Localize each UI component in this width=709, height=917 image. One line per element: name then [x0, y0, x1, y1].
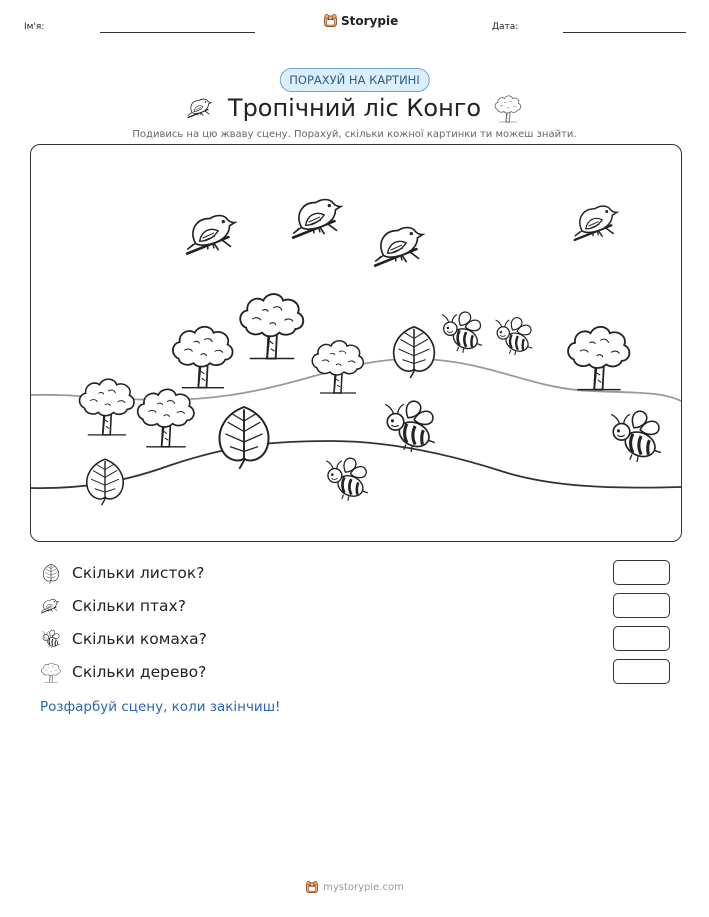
counting-scene [30, 144, 682, 542]
tree-icon [568, 327, 629, 390]
finish-note: Розфарбуй сцену, коли закінчиш! [40, 699, 281, 715]
bee-icon [385, 401, 435, 452]
bird-icon [293, 200, 341, 238]
leaf-icon [40, 562, 62, 584]
footer [0, 880, 709, 894]
date-label: Дата: [492, 22, 519, 32]
question-text: Скільки листок? [72, 564, 205, 582]
date-field[interactable] [563, 32, 686, 33]
storypie-logo-icon [305, 880, 319, 894]
answer-box-leaf[interactable] [613, 560, 670, 585]
bee-icon [326, 458, 368, 500]
question-tree [40, 659, 670, 685]
activity-badge: ПОРАХУЙ НА КАРТИНІ [279, 68, 429, 92]
brand-logo [323, 13, 398, 28]
question-text: Скільки дерево? [72, 663, 207, 681]
leaf-icon [87, 459, 123, 505]
tree-icon [138, 389, 194, 446]
bee-icon [40, 628, 62, 650]
tree-icon [80, 379, 135, 435]
page-subtitle: Подивись на цю жваву сцену. Порахуй, скільки кожної картинки ти можеш знайти. [132, 129, 577, 140]
question-bee [40, 626, 670, 652]
bird-icon [575, 206, 617, 240]
storypie-logo-icon [323, 13, 338, 28]
question-text: Скільки птах? [72, 597, 186, 615]
name-label: Ім'я: [24, 22, 45, 32]
bird-icon [375, 228, 423, 266]
title-row [0, 88, 709, 128]
question-leaf [40, 560, 670, 586]
bee-icon [442, 312, 482, 353]
question-text: Скільки комаха? [72, 630, 207, 648]
bird-icon [40, 595, 62, 617]
bee-icon [496, 318, 533, 356]
page-title: Тропічний ліс Конго [227, 94, 482, 122]
tree-icon [312, 341, 363, 393]
answer-box-tree[interactable] [613, 659, 670, 684]
leaf-icon [219, 407, 268, 469]
leaf-icon [394, 327, 435, 378]
answer-box-bird[interactable] [613, 593, 670, 618]
footer-url: mystorypie.com [323, 881, 404, 893]
bee-icon [611, 411, 661, 462]
brand-name: Storypie [341, 13, 399, 28]
tree-icon [240, 294, 303, 358]
tree-icon [173, 327, 233, 388]
name-field[interactable] [100, 32, 255, 33]
tree-icon [40, 661, 62, 683]
bird-icon [187, 216, 235, 254]
tree-icon [493, 93, 523, 123]
question-bird [40, 593, 670, 619]
bird-icon [186, 93, 216, 123]
answer-box-bee[interactable] [613, 626, 670, 651]
